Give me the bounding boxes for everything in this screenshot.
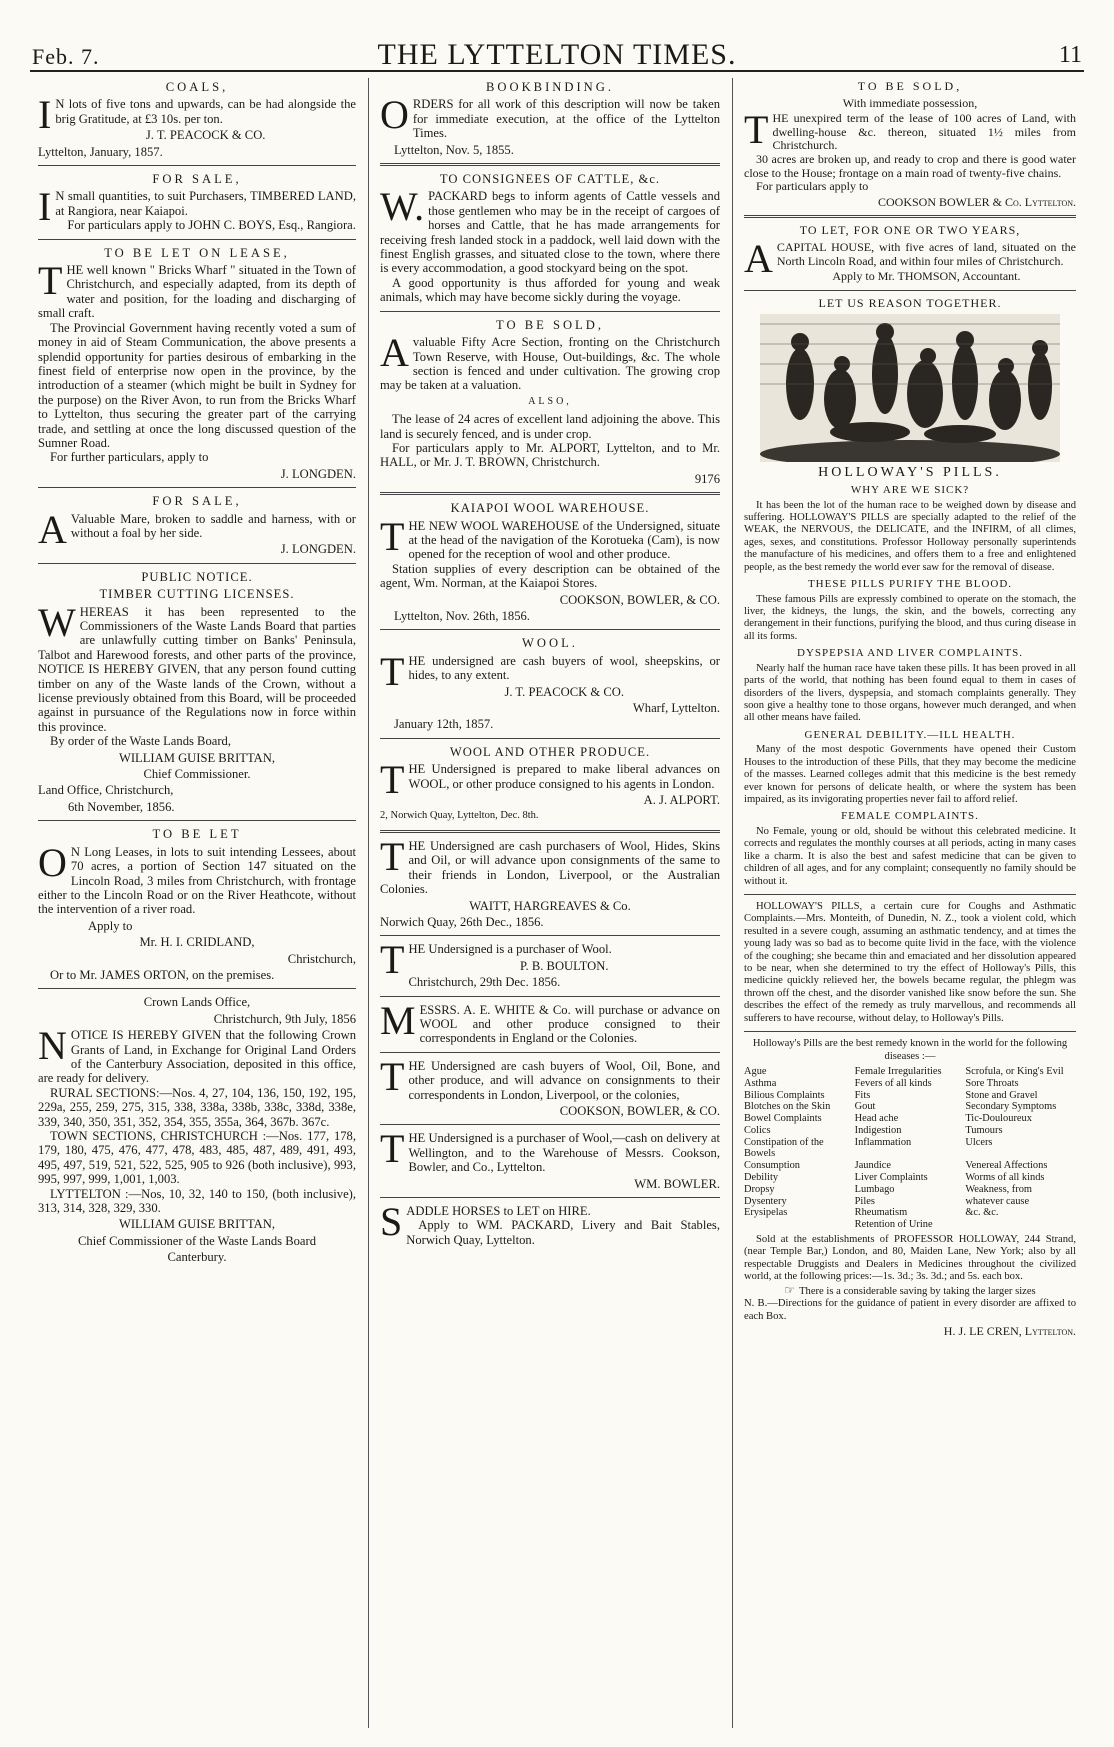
column-rule (732, 78, 733, 1728)
pointing-hand-icon: ☞ (784, 1282, 796, 1297)
ad-signature-place: Christchurch, (287, 951, 356, 966)
ad-heading: TIMBER CUTTING LICENSES. (99, 587, 295, 602)
ad-heading: LET US REASON TOGETHER. (818, 295, 1002, 310)
ailment-item: Retention of Urine (854, 1219, 933, 1231)
ailment-item: Jaundice (854, 1160, 892, 1172)
ailment-item: Weakness, from (965, 1183, 1033, 1195)
ad-body: THE NEW WOOL WAREHOUSE of the Undersigned, situate at the head of the navigation of the Korotueka (Cam), is now opened for the reception of wool and other produce. (380, 513, 720, 562)
divider (38, 563, 356, 564)
engraving-caption: HOLLOWAY'S PILLS. (818, 465, 1002, 481)
ad-also: ALSO, (528, 395, 572, 407)
ad-cookson-oil (380, 1053, 720, 1119)
ailment-item (744, 1219, 855, 1231)
ailment-item: Female Irregularities (854, 1065, 942, 1077)
ad-heading: COALS, (165, 80, 229, 94)
ad-heading: TO LET, FOR ONE OR TWO YEARS, (799, 223, 1021, 238)
column-3 (744, 78, 1076, 1343)
ad-signature: J. T. PEACOCK & CO. (504, 684, 624, 699)
ad-waitt-hargreaves (380, 833, 720, 929)
section-heading: THESE PILLS PURIFY THE BLOOD. (807, 577, 1013, 590)
ailment-item: Secondary Symptoms (965, 1101, 1057, 1113)
ad-white (380, 997, 720, 1046)
section-heading: DYSPEPSIA AND LIVER COMPLAINTS. (797, 647, 1023, 660)
ad-heading: WOOL. (522, 636, 578, 651)
ailment-item: whatever cause (965, 1195, 1030, 1207)
ad-body: By order of the Waste Lands Board, (50, 734, 231, 749)
ad-saddle-horses (380, 1199, 720, 1247)
ad-body: Station supplies of every description can be obtained of the agent, Wm. Norman, at the Kaiapoi Stores. (380, 561, 720, 591)
ailment-item: Piles (854, 1195, 875, 1207)
ad-body: For further particulars, apply to (50, 450, 209, 465)
ad-signature: WAITT, HARGREAVES & Co. (469, 898, 631, 913)
divider (38, 820, 356, 821)
ad-heading: TO BE LET (152, 827, 242, 842)
ad-heading: TO BE SOLD, (496, 317, 604, 332)
ailment-item: Worms of all kinds (965, 1172, 1045, 1184)
ailment-item: Consumption (744, 1160, 801, 1172)
divider (38, 239, 356, 240)
ad-body: Apply to WM. PACKARD, Livery and Bait Stables, Norwich Quay, Lyttelton. (406, 1218, 720, 1247)
ad-heading: FOR SALE, (152, 172, 242, 187)
testimonial: HOLLOWAY'S PILLS, a certain cure for Coughs and Asthmatic Complaints.—Mrs. Monteith, of Dunedin, N. Z., took a violent cold, which resulted in a severe cough, assuming an asthmatic tendency, and at times the young lady was so bad as to become quite livid in the face, with the violence of the coughing; she became thin and emaciated and her dissolution appeared to be near, when she determined to try the effect of Holloway's Pills, this medicine quickly relieved her, the bowels became regular, the phlegm was thrown off the chest, and the disorder vanished like snow before the sun. She describes the effect of the remedy as truly marvellous, and recommends all sufferers to have recourse, without delay, to Holloway's Pills. (744, 901, 1076, 1024)
ad-body: Or to Mr. JAMES ORTON, on the premises. (50, 967, 275, 982)
ad-number: 9176 (694, 471, 720, 486)
ad-boulton (380, 937, 720, 990)
divider (380, 1052, 720, 1053)
ad-date: Lyttelton, January, 1857. (38, 144, 163, 159)
ailment-item: Tic-Douloureux (965, 1113, 1032, 1125)
ad-mare (38, 494, 356, 557)
ad-body: THE Undersigned are cash purchasers of Wool, Hides, Skins and Oil, or will advance upon consignments of the same to their friends in London, Liverpool, or the Australian Colonies. (380, 833, 720, 897)
divider (744, 215, 1076, 218)
ad-body: THE Undersigned is prepared to make liberal advances on WOOL, or other produce consigned to his agents in London. (380, 757, 720, 803)
ad-body: ORDERS for all work of this description will now be taken for immediate execution, at the office of the Lyttelton Times. (380, 92, 720, 141)
ad-timbered-land (38, 172, 356, 233)
ailment-item: Liver Complaints (854, 1172, 928, 1184)
ad-place: Land Office, Christchurch, (38, 783, 174, 798)
ad-signature: COOKSON, BOWLER, & CO. (559, 592, 720, 607)
ad-heading: WOOL AND OTHER PRODUCE. (449, 744, 651, 759)
ad-date: January 12th, 1857. (394, 717, 494, 732)
ailment-item: Ague (744, 1065, 767, 1077)
ad-body: Avaluable Fifty Acre Section, fronting on the Christchurch Town Reserve, with House, Out-buildings, &c. The whole section is fenced and under cultivation. The growing crop may be taken at a valuation. (380, 330, 720, 393)
ad-body: IN lots of five tons and upwards, can be had alongside the brig Gratitude, at £3 10s. per ton. (38, 92, 356, 138)
nb-note: N. B.—Directions for the guidance of patient in every disorder are affixed to each Box. (744, 1298, 1076, 1322)
ad-signature-title: Chief Commissioner of the Waste Lands Board (78, 1233, 316, 1248)
ad-town-sections: TOWN SECTIONS, CHRISTCHURCH :—Nos. 177, 178, 179, 180, 475, 476, 477, 478, 483, 485, 487, 489, 491, 493, 495, 497, 519, 521, 522, 525, 905 to 926 (both inclusive), 993, 995, 997, 999, 1,001, 1,003. (38, 1129, 356, 1187)
divider (380, 935, 720, 936)
ailment-item: Fits (854, 1089, 871, 1101)
ailment-item: Inflammation (854, 1136, 912, 1148)
ailment-item: Stone and Gravel (965, 1089, 1038, 1101)
ad-signature: COOKSON BOWLER & Co. Lyttelton. (878, 194, 1076, 209)
ad-body: THE well known " Bricks Wharf " situated in the Town of Christchurch, and especially adapted, from its depth of water and position, for the loading and discharging of small craft. (38, 258, 356, 321)
newspaper-title: THE LYTTELTON TIMES. (377, 38, 737, 71)
ad-signature: WM. BOWLER. (634, 1176, 720, 1191)
ad-bowler (380, 1126, 720, 1191)
ad-body: MESSRS. A. E. WHITE & Co. will purchase or advance on WOOL and other produce consigned to their correspondents in England or the Colonies. (380, 997, 720, 1046)
ad-signature-place: Canterbury. (167, 1250, 227, 1265)
ailment-item: Rheumatism (854, 1207, 908, 1219)
ad-body: The Provincial Government having recently voted a sum of money in aid of Steam Communication, the above presents a splendid opportunity for parties desirous of embarking in the finest field of enterprise now open in the province, by the introduction of a steamer (which might be built in Sydney for the purpose) on the River Avon, to run from the Bricks Wharf to Lyttelton, thus securing the greater part of the carrying trade, and settling at once the long discussed question of the Sumner Road. (38, 320, 356, 450)
divider (744, 1031, 1076, 1032)
ailment-item: Gout (854, 1101, 876, 1113)
section-body: No Female, young or old, should be without this celebrated medicine. It corrects and regulates the monthly courses at all periods, acting in many cases like a charm. It is also the best and safest medicine that can be given to children of all ages, and for any complaint; consequently no family should be without it. (744, 826, 1076, 887)
ad-office: Crown Lands Office, (143, 995, 251, 1010)
ad-body: WHEREAS it has been represented to the Commissioners of the Waste Lands Board that parties are unlawfully cutting timber on Banks' Peninsula, Talbot and Harewood forests, and other parts of the province, NOTICE IS HEREBY GIVEN, that any person found cutting timber on any of the Waste lands of the Crown, without a license previously obtained from this Board, will be proceeded against in pursuance of the Regulations now in force within this province. (38, 599, 356, 734)
section-body: It has been the lot of the human race to be weighed down by disease and suffering. HOLLOWAY'S PILLS are specially adapted to the relief of the WEAK, the NERVOUS, the DELICATE, and the INFIRM, of all climes, ages, sexes, and constitutions. Professor Holloway personally superintends the manufacture of his medicines, and offers them to a free and enlightened people, as the best remedy the world ever saw for the removal of disease. (744, 499, 1076, 573)
column-1 (38, 78, 356, 1269)
ad-body: A good opportunity is thus afforded for young and weak animals, which may have become sickly during the voyage. (380, 275, 720, 305)
divider (744, 290, 1076, 291)
ad-heading: BOOKBINDING. (486, 80, 614, 94)
ad-wool (380, 636, 720, 731)
ailment-item: Ulcers (965, 1136, 993, 1148)
divider (380, 830, 720, 833)
ad-signature: WILLIAM GUISE BRITTAN, (118, 750, 276, 765)
ad-body: THE undersigned are cash buyers of wool, sheepskins, or hides, to any extent. (380, 648, 720, 694)
ailment-item: Constipation of the Bowels (744, 1136, 824, 1160)
ad-subheading: With immediate possession, (842, 95, 978, 110)
saving-note (744, 1284, 1076, 1298)
ad-body: THE unexpired term of the lease of 100 acres of Land, with dwelling-house &c. thereon, situated 1½ miles from Christchurch. (744, 107, 1076, 153)
ad-date: Christchurch, 29th Dec. 1856. (408, 975, 561, 990)
section-heading: WHY ARE WE SICK? (850, 483, 970, 496)
ad-date: Lyttelton, Nov. 26th, 1856. (394, 609, 530, 623)
divider (744, 894, 1076, 895)
ailment-item: Blotches on the Skin (744, 1101, 831, 1113)
section-heading: FEMALE COMPLAINTS. (841, 810, 979, 823)
ailment-item: Dropsy (744, 1183, 775, 1195)
ad-signature: COOKSON, BOWLER, & CO. (559, 1103, 720, 1118)
ad-body: W.PACKARD begs to inform agents of Cattle vessels and those gentlemen who may be in the receipt of cargoes of horses and Cattle, that he has made arrangements for receiving fresh landed stock in a paddock, well laid down with the finest English grasses, and situated close to the town, where there is every accommodation, a good stockyard being on the spot. (380, 184, 720, 276)
divider (380, 311, 720, 312)
ad-signature: Mr. H. I. CRIDLAND, (139, 935, 255, 950)
ad-body: The lease of 24 acres of excellent land adjoining the above. This land is securely fenced, and is under crop. (380, 412, 720, 441)
ailment-item: Lumbago (854, 1183, 895, 1195)
section-body: Nearly half the human race have taken these pills. It has been proved in all parts of the world, that nothing has been found equal to them in cases of disorders of the livers, dyspepsia, and stomach complaints generally. They soon give a healthy tone to those organs, however much deranged, and when all other means have failed. (744, 662, 1076, 724)
ad-body: ACAPITAL HOUSE, with five acres of land, situated on the North Lincoln Road, and within four miles of Christchurch. (744, 235, 1076, 281)
ad-body: IN small quantities, to suit Purchasers, TIMBERED LAND, at Rangiora, near Kaiapoi. (38, 184, 356, 230)
divider (38, 988, 356, 989)
ad-date: 6th November, 1856. (68, 799, 175, 814)
ailment-item: Bowel Complaints (744, 1113, 822, 1125)
diseases-intro: Holloway's Pills are the best remedy known in the world for the following diseases :— (752, 1038, 1068, 1062)
ad-body: For particulars apply to Mr. ALPORT, Lyttelton, and to Mr. HALL, or Mr. J. T. BROWN, Christchurch. (380, 440, 720, 470)
divider (38, 487, 356, 488)
column-2 (380, 78, 720, 1251)
ad-signature: WILLIAM GUISE BRITTAN, (118, 1217, 276, 1232)
divider (38, 165, 356, 166)
ad-to-be-let (38, 827, 356, 982)
saving-text: There is a considerable saving by taking the larger sizes (799, 1285, 1036, 1297)
masthead (30, 36, 1084, 72)
divider (380, 1197, 720, 1198)
ailment-item: Bilious Complaints (744, 1089, 825, 1101)
ailment-item: Scrofula, or King's Evil (965, 1065, 1064, 1077)
ad-consignees-cattle (380, 172, 720, 305)
ad-lease-100-acres (744, 80, 1076, 209)
ad-coals (38, 80, 356, 159)
divider (380, 629, 720, 630)
ailment-item: Sore Throats (965, 1077, 1019, 1089)
ad-heading: SADDLE HORSES to LET on HIRE. (380, 1199, 591, 1244)
ad-date: Lyttelton, Nov. 5, 1855. (394, 142, 514, 157)
ad-body: THE Undersigned is a purchaser of Wool,—cash on delivery at Wellington, and to the Warehouse of Messrs. Cookson, Bowler, and Co., Lyttelton. (380, 1126, 720, 1175)
ad-body: NOTICE IS HEREBY GIVEN that the following Crown Grants of Land, in Exchange for Original Land Orders of the Canterbury Association, deposited in this office, are ready for delivery. (38, 1023, 356, 1086)
divider (380, 492, 720, 495)
ad-heading: TO BE LET ON LEASE, (104, 245, 290, 260)
ad-heading: TO BE SOLD, (857, 79, 963, 93)
ad-body: AValuable Mare, broken to saddle and harness, with or without a foal by her side. (38, 506, 356, 552)
ad-holloways-pills (744, 297, 1076, 1339)
section-body: Many of the most despotic Governments have opened their Custom Houses to the introduction of these Pills, that they may become the medicine of the masses. Learned colleges admit that this medicine is the best remedy ever known for persons of delicate health, or where the system has been impaired, as its invigorating properties never fail to afford relief. (744, 744, 1076, 805)
ad-date: Norwich Quay, 26th Dec., 1856. (380, 914, 544, 929)
ailment-item: Head ache (854, 1113, 899, 1125)
page-number: 11 (1058, 42, 1082, 68)
ailment-item: Indigestion (854, 1124, 902, 1136)
ad-signature-title: Chief Commissioner. (143, 767, 251, 782)
ailment-item: Fevers of all kinds (854, 1077, 932, 1089)
ad-kicker: PUBLIC NOTICE. (141, 569, 253, 584)
ad-heading: FOR SALE, (152, 494, 242, 509)
divider (380, 738, 720, 739)
ad-crown-grants (38, 995, 356, 1264)
ad-signature: J. LONGDEN. (280, 466, 356, 481)
ailment-item: Tumours (965, 1124, 1003, 1136)
ad-body: For particulars apply to JOHN C. BOYS, Esq., Rangiora. (67, 218, 356, 233)
ad-apply: Apply to (88, 918, 133, 933)
ad-rural-sections: RURAL SECTIONS:—Nos. 4, 27, 104, 136, 150, 192, 195, 229a, 255, 259, 275, 315, 338, 338a, 338b, 338c, 338d, 338e, 339, 340, 350, 351, 352, 354, 355, 355a, 364, 367b. 367c. (38, 1085, 356, 1129)
ad-signature: J. T. PEACOCK & CO. (145, 128, 266, 143)
ailments-table (744, 1066, 1076, 1231)
ad-signature: J. LONGDEN. (280, 542, 356, 557)
ad-bricks-wharf (38, 246, 356, 482)
ad-signature: Apply to Mr. THOMSON, Accountant. (832, 269, 1021, 284)
divider (380, 163, 720, 166)
ad-signature: P. B. BOULTON. (519, 958, 609, 973)
ailment-item: Venereal Affections (965, 1160, 1048, 1172)
holloway-engraving-image (760, 314, 1060, 462)
ad-address: 2, Norwich Quay, Lyttelton, Dec. 8th. (380, 810, 539, 822)
ad-heading: KAIAPOI WOOL WAREHOUSE. (450, 501, 650, 516)
ailment-item: Erysipelas (744, 1207, 788, 1219)
ad-body: 30 acres are broken up, and ready to crop and there is good water close to the House; frontage on a main road of twenty-five chains. (744, 151, 1076, 180)
ad-signature: H. J. LE CREN, Lyttelton. (943, 1323, 1076, 1338)
ad-heading: TO CONSIGNEES OF CATTLE, &c. (439, 172, 661, 187)
ad-body: THE Undersigned are cash buyers of Wool, Oil, Bone, and other produce, and will advance on consignments to their correspondents in London, Liverpool, or the colonies, (380, 1053, 720, 1102)
sold-at: Sold at the establishments of PROFESSOR HOLLOWAY, 244 Strand, (near Temple Bar,) London, and 80, Maiden Lane, New York; also by all respectable Druggists and Dealers in Medicines throughout the civilized world, at the following prices:—1s. 3d.; 3s. 3d.; and 5s. each box. (744, 1234, 1076, 1283)
ailment-item: Asthma (744, 1077, 777, 1089)
ad-lyttelton-sections: LYTTELTON :—Nos, 10, 32, 140 to 150, (both inclusive), 313, 314, 328, 329, 330. (38, 1186, 356, 1216)
ad-bookbinding (380, 80, 720, 157)
ailment-item: &c. &c. (965, 1207, 999, 1219)
ad-kaiapoi-warehouse (380, 501, 720, 623)
divider (380, 1124, 720, 1125)
section-body: These famous Pills are expressly combined to operate on the stomach, the liver, the kidneys, the lungs, the skin, and the bowels, correcting any derangement in their functions, purifying the blood, and thus curing disease in all its forms. (744, 593, 1076, 642)
ailment-item: Colics (744, 1124, 771, 1136)
column-rule (368, 78, 369, 1728)
ailment-item: Debility (744, 1172, 779, 1184)
ad-wool-produce (380, 745, 720, 824)
section-heading: GENERAL DEBILITY.—ILL HEALTH. (804, 728, 1016, 741)
ad-capital-house (744, 224, 1076, 283)
ad-body: THE Undersigned is a purchaser of Wool. (380, 937, 612, 983)
issue-date: Feb. 7. (32, 44, 100, 69)
ad-date: Christchurch, 9th July, 1856 (213, 1011, 356, 1026)
ad-signature: A. J. ALPORT. (643, 793, 720, 808)
ad-signature-place: Wharf, Lyttelton. (632, 701, 720, 716)
ailment-item (965, 1219, 1076, 1231)
ad-timber-licenses (38, 570, 356, 815)
ad-body: ON Long Leases, in lots to suit intending Lessees, about 70 acres, a portion of Section 147 situated on the Lincoln Road, 3 miles from Christchurch, with frontage either to the Lincoln Road or on the River Heathcote, without the intervention of a river road. (38, 839, 356, 917)
ailment-item: Dysentery (744, 1195, 787, 1207)
divider (380, 996, 720, 997)
ad-fifty-acre-section (380, 318, 720, 486)
ad-body: For particulars apply to (756, 179, 869, 194)
